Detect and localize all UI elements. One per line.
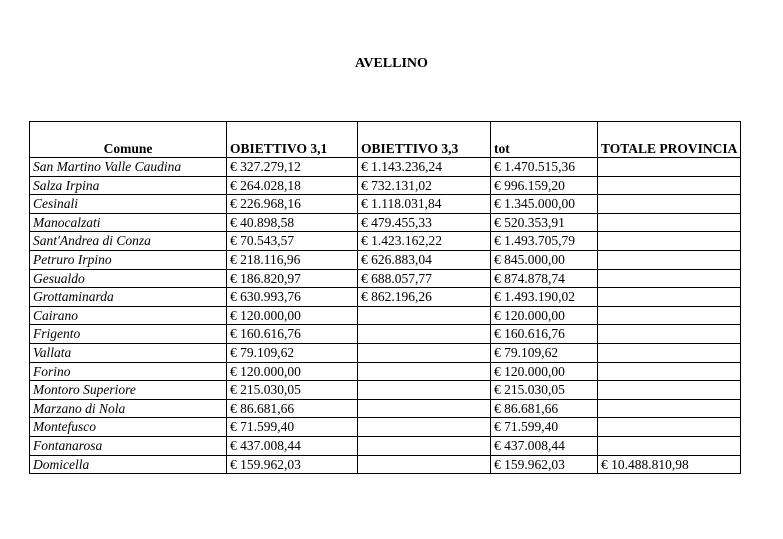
cell-obiettivo-3-1: € 40.898,58 [227,213,358,232]
cell-obiettivo-3-1: € 160.616,76 [227,325,358,344]
header-totale-provincia: TOTALE PROVINCIA [598,122,741,158]
table-row [30,399,741,418]
cell-comune: Sant'Andrea di Conza [30,232,227,251]
cell-tot: € 79.109,62 [491,343,598,362]
cell-obiettivo-3-1: € 86.681,66 [227,399,358,418]
funding-table [29,121,741,474]
table-row [30,306,741,325]
cell-obiettivo-3-3 [358,418,491,437]
cell-tot: € 1.493.190,02 [491,288,598,307]
cell-obiettivo-3-3: € 626.883,04 [358,250,491,269]
table-row [30,158,741,177]
cell-obiettivo-3-1: € 79.109,62 [227,343,358,362]
header-obiettivo-3-1: OBIETTIVO 3,1 [227,122,358,158]
cell-obiettivo-3-1: € 186.820,97 [227,269,358,288]
table-row [30,195,741,214]
cell-comune: Grottaminarda [30,288,227,307]
cell-totale-provincia [598,176,741,195]
cell-comune: Cairano [30,306,227,325]
cell-totale-provincia [598,269,741,288]
cell-totale-provincia [598,381,741,400]
cell-totale-provincia: € 10.488.810,98 [598,455,741,474]
page-title: AVELLINO [355,56,428,71]
table-row [30,381,741,400]
cell-tot: € 120.000,00 [491,362,598,381]
cell-tot: € 520.353,91 [491,213,598,232]
cell-tot: € 120.000,00 [491,306,598,325]
table-header-row [30,122,741,158]
cell-obiettivo-3-3 [358,325,491,344]
cell-obiettivo-3-1: € 120.000,00 [227,306,358,325]
cell-totale-provincia [598,362,741,381]
cell-comune: Montoro Superiore [30,381,227,400]
cell-tot: € 845.000,00 [491,250,598,269]
cell-comune: Forino [30,362,227,381]
header-obiettivo-3-3: OBIETTIVO 3,3 [358,122,491,158]
table-row [30,325,741,344]
cell-tot: € 1.470.515,36 [491,158,598,177]
cell-totale-provincia [598,158,741,177]
cell-obiettivo-3-1: € 215.030,05 [227,381,358,400]
table-row [30,455,741,474]
cell-comune: Domicella [30,455,227,474]
cell-totale-provincia [598,232,741,251]
table-row [30,213,741,232]
header-comune: Comune [30,122,227,158]
cell-obiettivo-3-1: € 327.279,12 [227,158,358,177]
cell-comune: Vallata [30,343,227,362]
cell-tot: € 1.493.705,79 [491,232,598,251]
cell-totale-provincia [598,418,741,437]
cell-comune: Marzano di Nola [30,399,227,418]
cell-tot: € 159.962,03 [491,455,598,474]
cell-obiettivo-3-3 [358,399,491,418]
cell-totale-provincia [598,343,741,362]
cell-comune: Gesualdo [30,269,227,288]
cell-comune: San Martino Valle Caudina [30,158,227,177]
cell-obiettivo-3-3: € 688.057,77 [358,269,491,288]
cell-obiettivo-3-1: € 264.028,18 [227,176,358,195]
cell-totale-provincia [598,213,741,232]
table-row [30,362,741,381]
cell-totale-provincia [598,436,741,455]
cell-obiettivo-3-1: € 437.008,44 [227,436,358,455]
table-body [30,158,741,474]
cell-obiettivo-3-1: € 159.962,03 [227,455,358,474]
cell-obiettivo-3-3: € 1.423.162,22 [358,232,491,251]
cell-totale-provincia [598,325,741,344]
cell-obiettivo-3-3 [358,381,491,400]
cell-comune: Cesinali [30,195,227,214]
cell-tot: € 437.008,44 [491,436,598,455]
cell-obiettivo-3-3 [358,343,491,362]
cell-obiettivo-3-3 [358,436,491,455]
cell-tot: € 1.345.000,00 [491,195,598,214]
cell-obiettivo-3-3: € 1.143.236,24 [358,158,491,177]
cell-totale-provincia [598,250,741,269]
cell-totale-provincia [598,288,741,307]
table-row [30,232,741,251]
cell-obiettivo-3-3 [358,362,491,381]
table-row [30,250,741,269]
cell-obiettivo-3-1: € 226.968,16 [227,195,358,214]
cell-comune: Manocalzati [30,213,227,232]
cell-tot: € 215.030,05 [491,381,598,400]
cell-tot: € 874.878,74 [491,269,598,288]
cell-comune: Montefusco [30,418,227,437]
table-row [30,269,741,288]
cell-obiettivo-3-1: € 218.116,96 [227,250,358,269]
cell-obiettivo-3-3: € 732.131,02 [358,176,491,195]
cell-totale-provincia [598,195,741,214]
cell-obiettivo-3-3: € 862.196,26 [358,288,491,307]
cell-obiettivo-3-1: € 71.599,40 [227,418,358,437]
cell-obiettivo-3-3: € 1.118.031,84 [358,195,491,214]
cell-comune: Petruro Irpino [30,250,227,269]
cell-obiettivo-3-3: € 479.455,33 [358,213,491,232]
cell-obiettivo-3-1: € 630.993,76 [227,288,358,307]
table-row [30,176,741,195]
table-row [30,288,741,307]
cell-tot: € 71.599,40 [491,418,598,437]
cell-comune: Frigento [30,325,227,344]
cell-obiettivo-3-3 [358,455,491,474]
table-row [30,343,741,362]
cell-totale-provincia [598,399,741,418]
cell-obiettivo-3-1: € 120.000,00 [227,362,358,381]
cell-comune: Salza Irpina [30,176,227,195]
cell-tot: € 160.616,76 [491,325,598,344]
cell-obiettivo-3-1: € 70.543,57 [227,232,358,251]
header-tot: tot [491,122,598,158]
cell-obiettivo-3-3 [358,306,491,325]
cell-totale-provincia [598,306,741,325]
table-row [30,418,741,437]
cell-comune: Fontanarosa [30,436,227,455]
cell-tot: € 86.681,66 [491,399,598,418]
table-row [30,436,741,455]
cell-tot: € 996.159,20 [491,176,598,195]
